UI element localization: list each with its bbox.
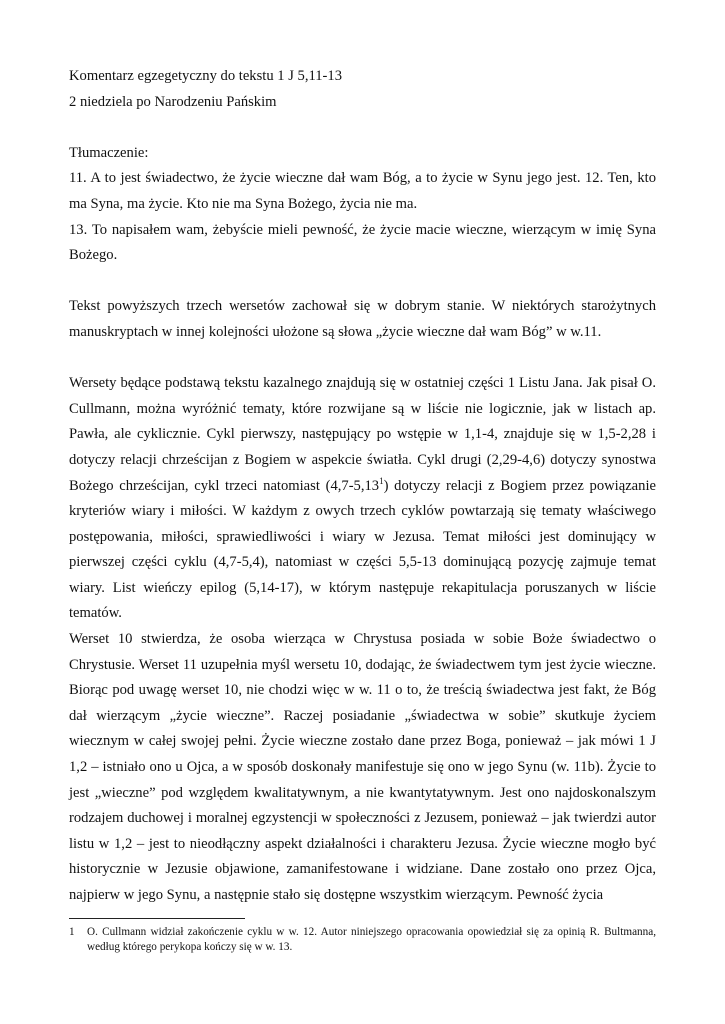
- footnote-number: 1: [69, 926, 75, 938]
- paragraph-text-state: Tekst powyższych trzech wersetów zachował się w dobrym stanie. W niektórych starożytnych manuskryptach w innej kolejności ułożone są słowa „życie wieczne dał wam Bóg” w w.11.: [69, 298, 656, 340]
- spacer: [69, 269, 656, 295]
- paragraph-cycles-part-1: Wersety będące podstawą tekstu kazalnego znajdują się w ostatniej części 1 Listu Jana. Jak pisał O. Cullmann, można wyróżnić tematy, które rozwijane są w liście nie logicznie, jak w listach ap. Pawła, ale cyklicznie. Cykl pierwszy, następujący po wstępie w 1,1-4, znajduje się w 1,5-2,28 i dotyczy relacji chrześcijan z Bogiem w aspekcie światła. Cykl drugi (2,29-4,6) dotyczy synostwa Bożego chrześcijan, cykl trzeci natomiast (4,7-5,13: [69, 375, 656, 494]
- document-body: [69, 64, 656, 909]
- paragraph-verse-10: Werset 10 stwierdza, że osoba wierząca w Chrystusa posiada w sobie Boże świadectwo o Chrystusie. Werset 11 uzupełnia myśl wersetu 10, dodając, że świadectwem tym jest życie wieczne. Biorąc pod uwagę werset 10, nie chodzi więc w w. 11 o to, że treścią świadectwa jest fakt, że Bóg dał wierzącym „życie wieczne”. Raczej posiadanie „świadectwa w sobie” skutkuje życiem wiecznym w całej swojej pełni. Życie wieczne zostało dane przez Boga, ponieważ – jak mówi 1 J 1,2 – istniało ono u Ojca, a w sposób doskonały manifestuje się ono w jego Synu (w. 11b). Życie to jest „wieczne” pod względem kwalitatywnym, a nie kwantytatywnym. Jest ono najdoskonalszym rodzajem duchowej i moralnej egzystencji w społeczności z Jezusem, ponieważ – jak twierdzi autor listu w 1,2 – jest to nieodłączny aspekt działalności i charakteru Jezusa. Życie wieczne mogło być historycznie w Jezusie objawione, zamanifestowane i widziane. Dane zostało ono przez Ojca, najpierw w jego Synu, a następnie stało się dostępne wszystkim wierzącym. Pewność życia: [69, 631, 656, 903]
- footnote: [69, 925, 656, 954]
- translation-verse-13: 13. To napisałem wam, żebyście mieli pewność, że życie macie wieczne, wierzącym w imię Syna Bożego.: [69, 221, 656, 264]
- paragraph-cycles-part-2: ) dotyczy relacji z Bogiem przez powiązanie kryteriów wiary i miłości. W każdym z owych trzech cyklów powtarzają się tematy właściwego postępowania, miłości, sprawiedliwości i wiary w Jezusa. Temat miłości jest dominujący w pierwszej części cyklu (4,7-5,4), natomiast w części 5,5-13 dominującą pozycję zajmuje temat wiary. List wieńczy epilog (5,14-17), w którym następuje rekapitulacja poruszanych w liście tematów.: [69, 477, 656, 622]
- footnote-separator: [69, 918, 245, 919]
- spacer: [69, 346, 656, 372]
- paragraph-cycles: [69, 371, 656, 627]
- spacer: [69, 115, 656, 141]
- document-title: Komentarz egzegetyczny do tekstu 1 J 5,11-13: [69, 68, 343, 84]
- translation-verses-11-12: 11. A to jest świadectwo, że życie wieczne dał wam Bóg, a to życie w Synu jego jest. 12. Ten, kto ma Syna, ma życie. Kto nie ma Syna Bożego, życia nie ma.: [69, 170, 656, 212]
- document-subtitle: 2 niedziela po Narodzeniu Pańskim: [69, 93, 277, 110]
- translation-heading: Tłumaczenie:: [69, 144, 149, 161]
- footnote-reference[interactable]: 1: [379, 475, 384, 486]
- footnote-text: O. Cullmann widział zakończenie cyklu w w. 12. Autor niniejszego opracowania opowiedział się za opinią R. Bultmanna, według którego perykopa kończy się w w. 13.: [87, 926, 656, 953]
